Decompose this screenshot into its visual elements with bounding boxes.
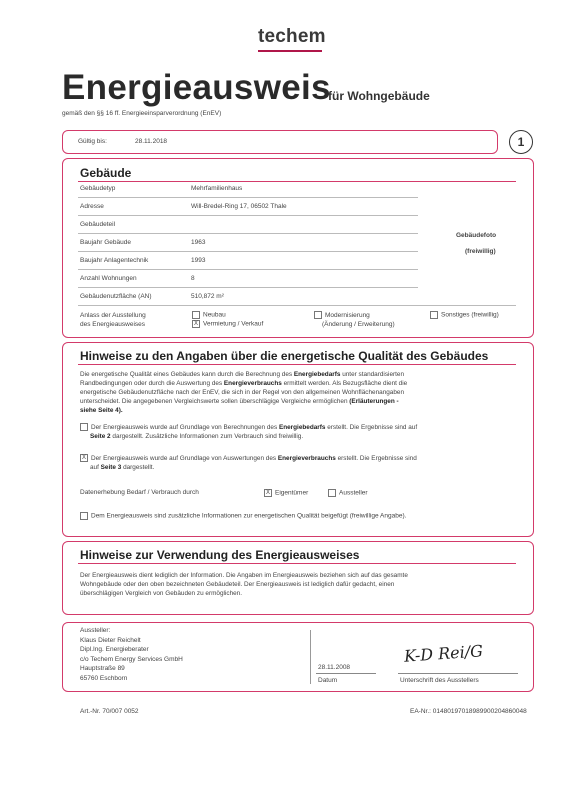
occasion-label-line: des Energieausweises: [80, 321, 146, 328]
data-owner-option[interactable]: X Eigentümer: [265, 489, 309, 497]
option-label-line2: (Änderung / Erweiterung): [322, 321, 395, 328]
checkbox-icon[interactable]: [192, 311, 200, 319]
quality-heading-divider: [78, 364, 516, 365]
data-collection-label: Datenerhebung Bedarf / Verbrauch durch: [80, 489, 199, 496]
row-label: Gebäudenutzfläche (AN): [80, 293, 152, 300]
building-heading-divider: [78, 181, 516, 182]
quality-intro: Die energetische Qualität eines Gebäudes kann durch die Berechnung des Energiebedarfs unter standardisierten Randbedingungen oder durch die Auswertung des Energieverbrauchs ermittelt werden. Als Bezugsfläche dient die energetische Gebäudenutzfläche nach der EnEV, die sich in der Regel von den allgemeinen Wohnflächenangaben unterscheidet. Die angegebenen Vergleichswerte sollen überschlägige Vergleiche ermöglichen (Erläuterungen - siehe Seite 4).: [80, 371, 408, 414]
issuer-line: 65760 Eschborn: [80, 674, 128, 682]
validity-date: 28.11.2018: [135, 138, 168, 145]
usage-text: Der Energieausweis dient lediglich der Information. Die Angaben im Energieausweis beziehen sich auf das gesamte Wohngebäude oder den oben bezeichneten Gebäudeteil. Der Energieausweis ist lediglich dafür gedacht, einen überschlägigen Vergleich von Gebäuden zu ermöglichen.: [80, 572, 408, 597]
row-value: Will-Bredel-Ring 17, 06502 Thale: [191, 203, 287, 210]
occasion-label: [80, 311, 146, 329]
validity-label: Gültig bis:: [78, 138, 107, 145]
row-divider: [78, 233, 418, 234]
usage-heading-divider: [78, 563, 516, 564]
issuer-line: Klaus Dieter Reichelt: [80, 636, 141, 644]
issuer-line: Hauptstraße 89: [80, 665, 125, 672]
row-label: Gebäudetyp: [80, 185, 116, 192]
regulation-note: gemäß den §§ 16 ff. Energieeinsparverordnung (EnEV): [62, 110, 222, 117]
row-divider: [78, 251, 418, 252]
certificate-number: EA-Nr.: 01480197018989900204860048: [410, 708, 527, 715]
row-value: 1963: [191, 239, 206, 246]
option-label: Modernisierung: [325, 312, 370, 319]
page-subtitle: für Wohngebäude: [328, 89, 430, 103]
page-title: Energieausweis: [62, 68, 331, 107]
occasion-rent-option[interactable]: [192, 320, 263, 328]
logo-underline: [258, 50, 322, 52]
row-value: 510,872 m²: [191, 293, 224, 300]
issuer-label: Aussteller:: [80, 627, 111, 634]
checkbox-icon[interactable]: [80, 512, 88, 520]
option-label: Neubau: [203, 311, 226, 319]
checkbox-icon[interactable]: [430, 311, 438, 319]
occasion-other-option[interactable]: [430, 311, 499, 319]
checkbox-checked-icon[interactable]: X: [81, 455, 86, 462]
row-label: Gebäudeteil: [80, 221, 116, 228]
article-number: Art.-Nr. 70/007 0052: [80, 708, 139, 715]
checkbox-icon[interactable]: [80, 423, 88, 431]
checkbox-icon[interactable]: [314, 311, 322, 319]
row-divider: [78, 269, 418, 270]
issue-date: 28.11.2008: [318, 664, 351, 671]
row-label: Adresse: [80, 203, 104, 210]
issuer-block: [80, 626, 183, 683]
extra-info-option[interactable]: Dem Energieausweis sind zusätzliche Informationen zur energetischen Qualität beigefügt (freiwillige Angabe).: [80, 512, 406, 520]
checkbox-checked-icon[interactable]: X: [265, 490, 270, 496]
page-number-badge: 1: [509, 130, 533, 154]
date-label: Datum: [318, 677, 338, 684]
option-label: Sonstiges (freiwillig): [441, 311, 499, 319]
row-value: 8: [191, 275, 195, 282]
quality-heading: Hinweise zu den Angaben über die energetische Qualität des Gebäudes: [80, 349, 489, 363]
row-value: Mehrfamilienhaus: [191, 185, 243, 192]
date-line: [316, 673, 376, 674]
demand-basis-option[interactable]: Der Energieausweis wurde auf Grundlage von Berechnungen des Energiebedarfs erstellt. Die Ergebnisse sind auf Seite 2 dargestellt. Zusätzliche Informationen zum Verbrauch sind freiwillig.: [80, 423, 502, 441]
building-photo-label: Gebäudefoto: [456, 232, 497, 239]
issuer-divider: [310, 630, 311, 684]
row-label: Baujahr Gebäude: [80, 239, 131, 246]
row-divider: [78, 287, 418, 288]
occasion-modernization-option[interactable]: [314, 311, 395, 329]
data-issuer-option[interactable]: Aussteller: [328, 489, 368, 497]
building-photo-sublabel: (freiwillig): [465, 248, 496, 255]
row-divider: [78, 197, 418, 198]
occasion-new-option[interactable]: [192, 311, 226, 319]
usage-heading: Hinweise zur Verwendung des Energieausweises: [80, 548, 360, 562]
validity-box: [62, 130, 498, 154]
occasion-label-line: Anlass der Ausstellung: [80, 312, 146, 319]
issuer-line: c/o Techem Energy Services GmbH: [80, 655, 183, 663]
checkbox-icon[interactable]: [328, 489, 336, 497]
consumption-basis-option[interactable]: X Der Energieausweis wurde auf Grundlage von Auswertungen des Energieverbrauchs erstellt. Die Ergebnisse sind auf Seite 3 dargestellt.: [81, 455, 417, 471]
row-divider: [78, 305, 516, 306]
handwritten-signature: K-D Rei/G: [403, 641, 484, 666]
row-value: 1993: [191, 257, 206, 264]
building-heading: Gebäude: [80, 166, 132, 180]
row-label: Anzahl Wohnungen: [80, 275, 137, 282]
row-label: Baujahr Anlagentechnik: [80, 257, 149, 264]
option-label: Vermietung / Verkauf: [203, 320, 264, 328]
signature-line: [398, 673, 518, 674]
checkbox-checked-icon[interactable]: X: [193, 321, 198, 327]
row-divider: [78, 215, 418, 216]
signature-label: Unterschrift des Ausstellers: [400, 677, 479, 684]
techem-logo: techem: [258, 26, 326, 47]
issuer-line: Dipl.Ing. Energieberater: [80, 646, 149, 653]
